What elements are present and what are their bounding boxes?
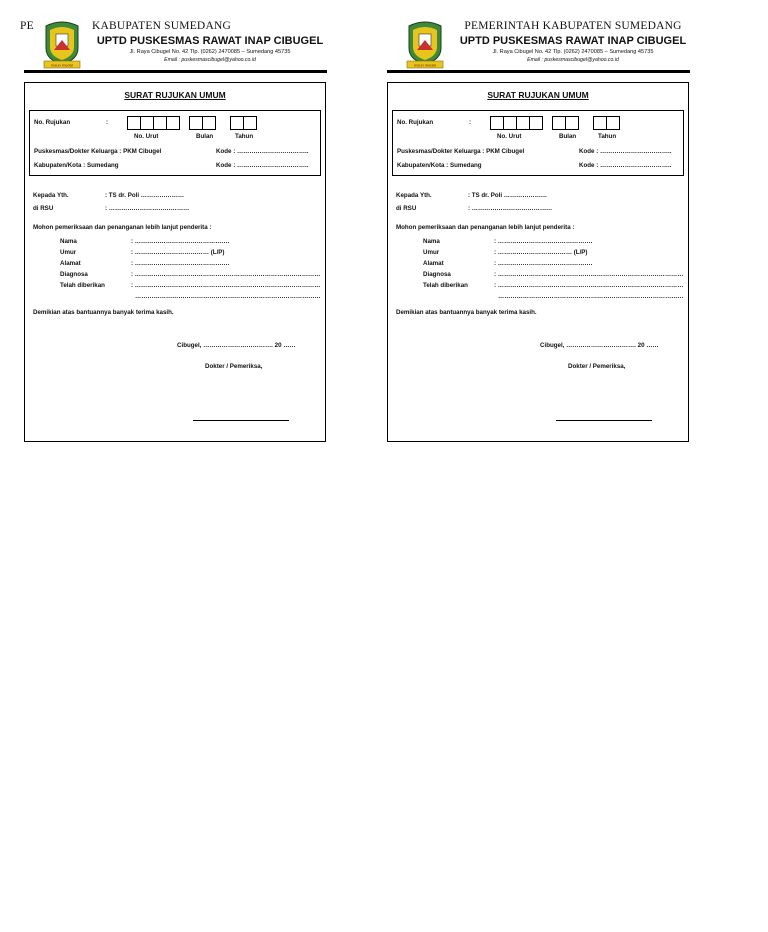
kode-field-2[interactable]: Kode : …………………………….. (216, 162, 309, 169)
diagnosa-label: Diagnosa (60, 271, 88, 278)
tahun-box[interactable] (593, 116, 607, 130)
header-divider (387, 70, 690, 73)
kepada-label: Kepada Yth. (33, 192, 69, 199)
tahun-box[interactable] (230, 116, 244, 130)
mohon-text: Mohon pemeriksaan dan penanganan lebih lanjut penderita : (396, 224, 575, 231)
no-urut-box[interactable] (140, 116, 154, 130)
kabupaten-label: Kabupaten/Kota : Sumedang (397, 162, 482, 169)
no-urut-label: No. Urut (134, 133, 159, 140)
place-date-field[interactable]: Cibugel, ……………………………. 20 …… (177, 342, 296, 349)
emblem-ribbon-text: insun medal (414, 62, 436, 68)
bulan-boxes[interactable] (552, 116, 579, 130)
form-title: SURAT RUJUKAN UMUM (487, 90, 589, 100)
no-rujukan-label: No. Rujukan (397, 119, 434, 126)
puskesmas-label: Puskesmas/Dokter Keluarga : PKM Cibugel (34, 148, 162, 155)
diagnosa-field[interactable]: : ……………………………………………………………………………… (494, 271, 684, 278)
telah-diberikan-field-2[interactable]: ……………………………………………………………………………… (135, 293, 321, 300)
bulan-box[interactable] (552, 116, 566, 130)
kepada-label: Kepada Yth. (396, 192, 432, 199)
header-institution: UPTD PUSKESMAS RAWAT INAP CIBUGEL (96, 35, 324, 47)
bulan-label: Bulan (559, 133, 577, 140)
referral-letter-left (20, 0, 330, 450)
alamat-field[interactable]: : ………………………………………. (131, 260, 230, 267)
referral-form (24, 82, 326, 442)
signer-label: Dokter / Pemeriksa, (205, 363, 263, 370)
puskesmas-label: Puskesmas/Dokter Keluarga : PKM Cibugel (397, 148, 525, 155)
bulan-box[interactable] (202, 116, 216, 130)
tahun-boxes[interactable] (593, 116, 620, 130)
umur-field[interactable]: : ……………………………… (L/P) (494, 249, 588, 256)
header-institution: UPTD PUSKESMAS RAWAT INAP CIBUGEL (459, 35, 687, 47)
telah-diberikan-field[interactable]: : ……………………………………………………………………………… (494, 282, 684, 289)
alamat-field[interactable]: : ………………………………………. (494, 260, 593, 267)
umur-label: Umur (423, 249, 440, 256)
kepada-field[interactable]: : TS dr. Poli ………………… (468, 192, 548, 199)
form-title: SURAT RUJUKAN UMUM (124, 90, 226, 100)
tahun-label: Tahun (598, 133, 617, 140)
no-rujukan-colon: : (106, 119, 109, 126)
kode-field-1[interactable]: Kode : …………………………….. (579, 148, 672, 155)
telah-diberikan-label: Telah diberikan (423, 282, 468, 289)
kepada-field[interactable]: : TS dr. Poli ………………… (105, 192, 185, 199)
no-urut-box[interactable] (166, 116, 180, 130)
alamat-label: Alamat (423, 260, 444, 267)
referral-number-section (392, 110, 684, 176)
no-urut-box[interactable] (153, 116, 167, 130)
header-email: Email : puskesmascibugel@yahoo.co.id (164, 57, 256, 63)
no-urut-boxes[interactable] (127, 116, 180, 130)
no-rujukan-colon: : (469, 119, 472, 126)
no-urut-boxes[interactable] (490, 116, 543, 130)
kabupaten-label: Kabupaten/Kota : Sumedang (34, 162, 119, 169)
signature-line[interactable] (193, 420, 289, 421)
header-prefix-truncated: PE (20, 20, 34, 32)
kode-field-2[interactable]: Kode : …………………………….. (579, 162, 672, 169)
nama-label: Nama (60, 238, 77, 245)
alamat-label: Alamat (60, 260, 81, 267)
umur-label: Umur (60, 249, 77, 256)
di-rsu-label: di RSU (33, 205, 54, 212)
di-rsu-label: di RSU (396, 205, 417, 212)
header-address: Jl. Raya Cibugel No. 42 Tlp. (0262) 2470085 – Sumedang 45735 (129, 49, 291, 55)
nama-field[interactable]: : ………………………………………. (494, 238, 593, 245)
bulan-box[interactable] (565, 116, 579, 130)
header-government-line: PEMERINTAH KABUPATEN SUMEDANG (464, 20, 682, 32)
diagnosa-label: Diagnosa (423, 271, 451, 278)
header-regency: KABUPATEN SUMEDANG (92, 20, 231, 32)
demikian-text: Demikian atas bantuannya banyak terima kasih. (396, 309, 537, 316)
di-rsu-field[interactable]: : ………………………………… (105, 205, 190, 212)
di-rsu-field[interactable]: : ………………………………… (468, 205, 553, 212)
no-urut-box[interactable] (503, 116, 517, 130)
tahun-label: Tahun (235, 133, 254, 140)
bulan-boxes[interactable] (189, 116, 216, 130)
header-email: Email : puskesmascibugel@yahoo.co.id (527, 57, 619, 63)
demikian-text: Demikian atas bantuannya banyak terima kasih. (33, 309, 174, 316)
no-urut-label: No. Urut (497, 133, 522, 140)
no-urut-box[interactable] (490, 116, 504, 130)
telah-diberikan-field[interactable]: : ……………………………………………………………………………… (131, 282, 321, 289)
header-address: Jl. Raya Cibugel No. 42 Tlp. (0262) 2470085 – Sumedang 45735 (492, 49, 654, 55)
umur-field[interactable]: : ……………………………… (L/P) (131, 249, 225, 256)
kode-field-1[interactable]: Kode : …………………………….. (216, 148, 309, 155)
referral-number-section (29, 110, 321, 176)
no-rujukan-label: No. Rujukan (34, 119, 71, 126)
no-urut-box[interactable] (127, 116, 141, 130)
no-urut-box[interactable] (529, 116, 543, 130)
nama-label: Nama (423, 238, 440, 245)
tahun-boxes[interactable] (230, 116, 257, 130)
sumedang-emblem-icon (42, 20, 82, 70)
header-divider (24, 70, 327, 73)
telah-diberikan-label: Telah diberikan (60, 282, 105, 289)
referral-letter-right (383, 0, 693, 450)
emblem-ribbon-text: insun medal (51, 62, 73, 68)
diagnosa-field[interactable]: : ……………………………………………………………………………… (131, 271, 321, 278)
nama-field[interactable]: : ………………………………………. (131, 238, 230, 245)
signature-line[interactable] (556, 420, 652, 421)
bulan-box[interactable] (189, 116, 203, 130)
place-date-field[interactable]: Cibugel, ……………………………. 20 …… (540, 342, 659, 349)
signer-label: Dokter / Pemeriksa, (568, 363, 626, 370)
sumedang-emblem-icon (405, 20, 445, 70)
tahun-box[interactable] (243, 116, 257, 130)
no-urut-box[interactable] (516, 116, 530, 130)
mohon-text: Mohon pemeriksaan dan penanganan lebih lanjut penderita : (33, 224, 212, 231)
bulan-label: Bulan (196, 133, 214, 140)
referral-form (387, 82, 689, 442)
telah-diberikan-field-2[interactable]: ……………………………………………………………………………… (498, 293, 684, 300)
tahun-box[interactable] (606, 116, 620, 130)
